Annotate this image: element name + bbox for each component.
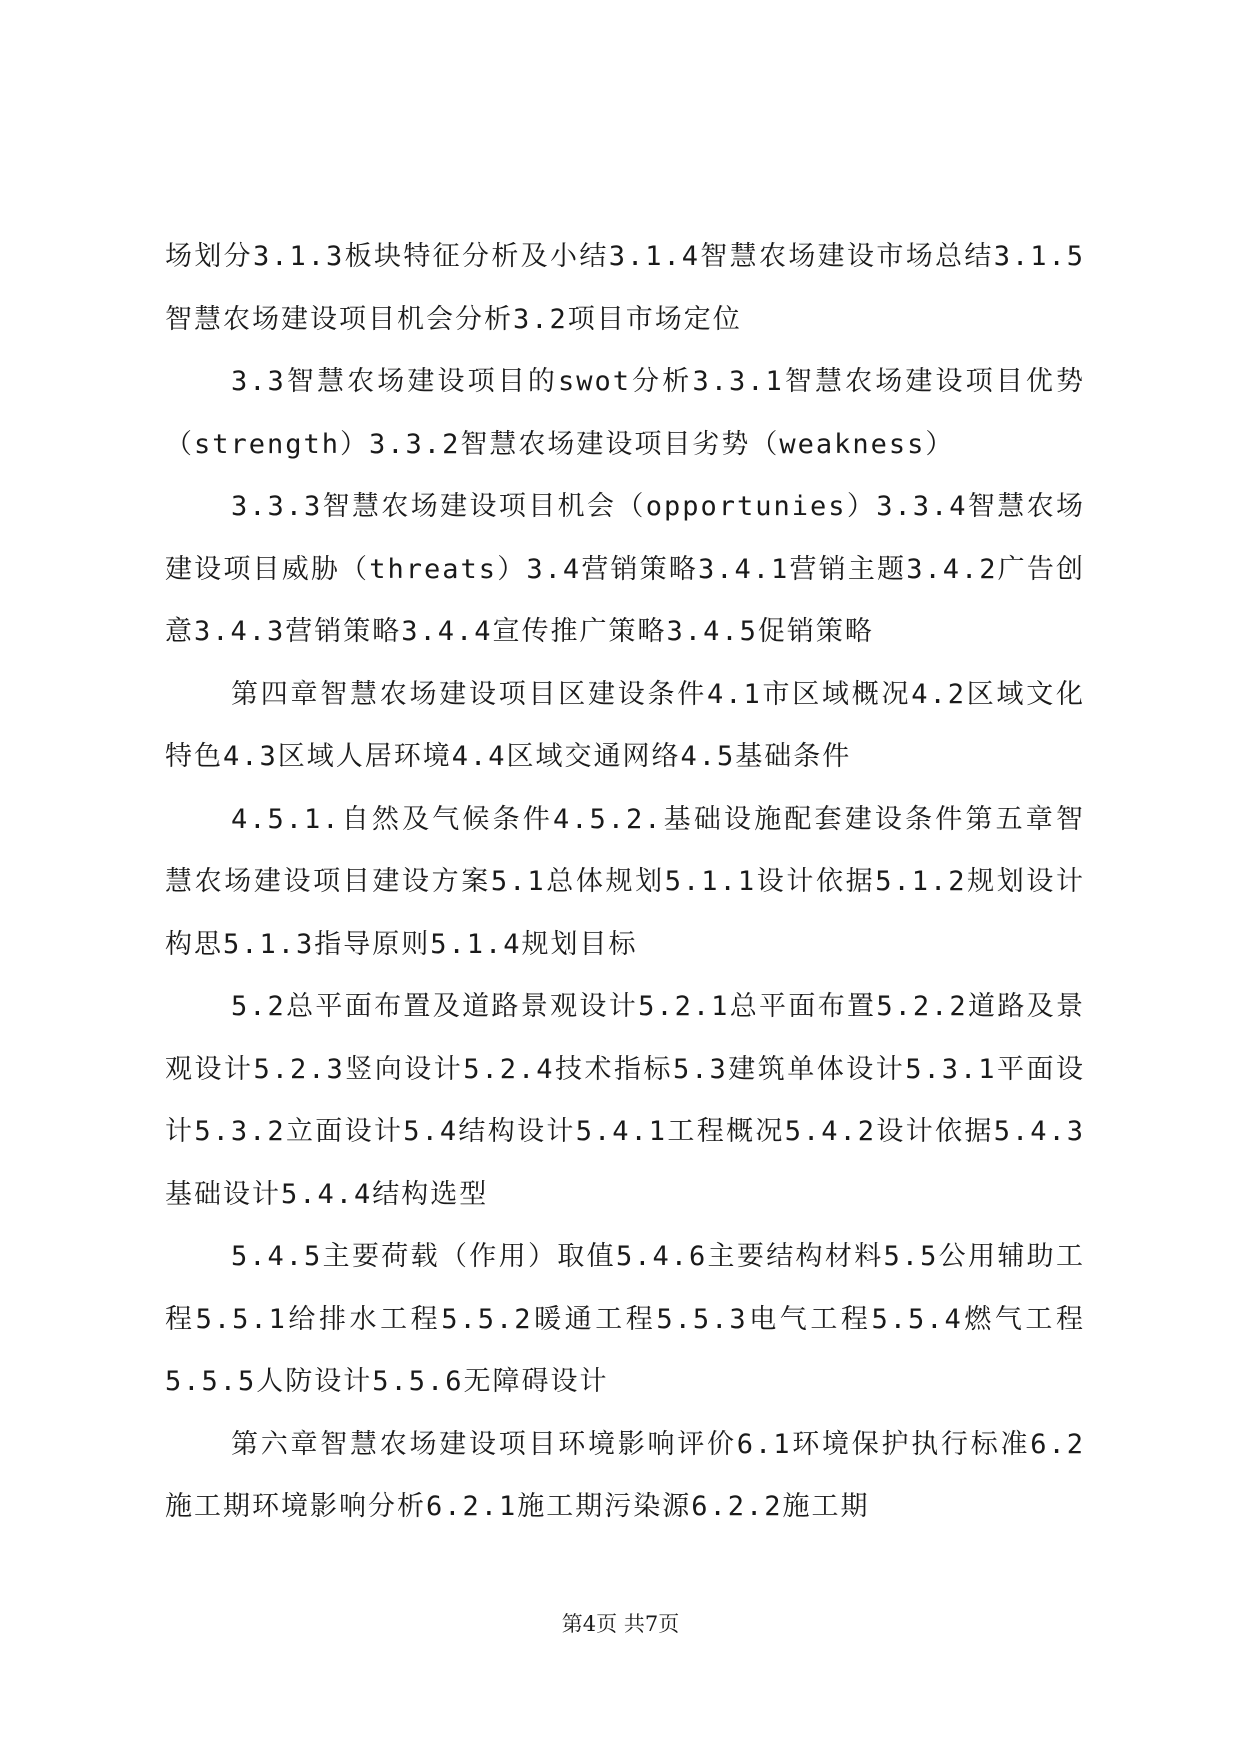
page-number-label: 第4页 共7页 [561, 1612, 680, 1636]
paragraph-6: 5.2总平面布置及道路景观设计5.2.1总平面布置5.2.2道路及景观设计5.2.3竖向设计5.2.4技术指标5.3建筑单体设计5.3.1平面设计5.3.2立面设计5.4结构设计5.4.1工程概况5.4.2设计依据5.4.3基础设计5.4.4结构选型 [165, 991, 1085, 1210]
paragraph-2: 3.3智慧农场建设项目的swot分析3.3.1智慧农场建设项目优势（strength）3.3.2智慧农场建设项目劣势（weakness） [165, 366, 1085, 460]
document-body [165, 226, 1085, 1539]
paragraph-5: 4.5.1.自然及气候条件4.5.2.基础设施配套建设条件第五章智慧农场建设项目建设方案5.1总体规划5.1.1设计依据5.1.2规划设计构思5.1.3指导原则5.1.4规划目标 [165, 803, 1085, 960]
paragraph-1: 场划分3.1.3板块特征分析及小结3.1.4智慧农场建设市场总结3.1.5智慧农场建设项目机会分析3.2项目市场定位 [165, 241, 1085, 335]
paragraph-3: 3.3.3智慧农场建设项目机会（opportunies）3.3.4智慧农场建设项目威胁（threats）3.4营销策略3.4.1营销主题3.4.2广告创意3.4.3营销策略3.4.4宣传推广策略3.4.5促销策略 [165, 491, 1085, 647]
paragraph-8: 第六章智慧农场建设项目环境影响评价6.1环境保护执行标准6.2施工期环境影响分析6.2.1施工期污染源6.2.2施工期 [165, 1428, 1085, 1522]
paragraph-4: 第四章智慧农场建设项目区建设条件4.1市区域概况4.2区域文化特色4.3区域人居环境4.4区域交通网络4.5基础条件 [165, 678, 1085, 772]
page-footer [0, 1608, 1241, 1638]
paragraph-7: 5.4.5主要荷载（作用）取值5.4.6主要结构材料5.5公用辅助工程5.5.1给排水工程5.5.2暖通工程5.5.3电气工程5.5.4燃气工程5.5.5人防设计5.5.6无障碍设计 [165, 1241, 1085, 1397]
